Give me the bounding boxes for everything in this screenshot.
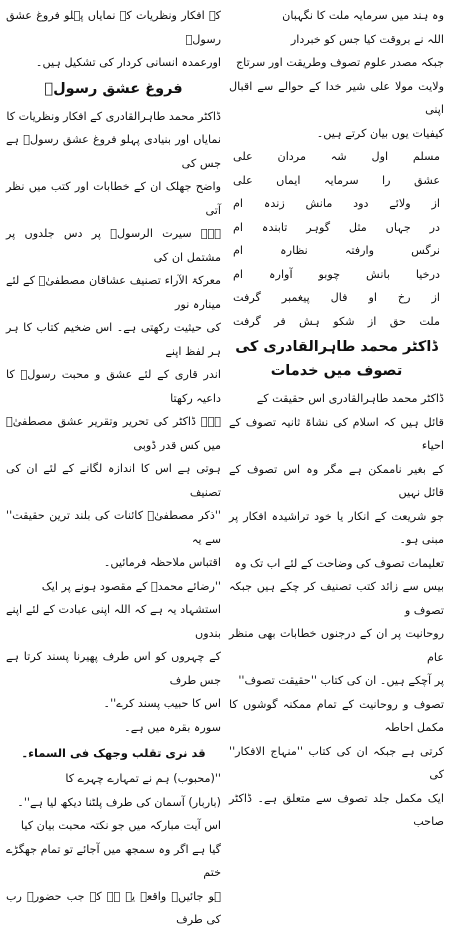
text-line: ڈاکٹر محمد طاہرالقادری اس حقیقت کے (256, 392, 444, 405)
quran-verse: قد نری تقلب وجھک فی السماء۔ (21, 746, 206, 760)
verse-line: در جہاں مثل گوہر تابندہ ام (233, 220, 440, 234)
text-line: ''ذکر مصطفیٰؐ کائنات کی بلند ترین حقیقت'' سے یہ (6, 509, 221, 546)
text-line: کرتی ہے جبکہ ان کی کتاب ''منہاج الافکار'' کی (229, 744, 444, 781)
text-line: سورہ بقرہ میں ہے۔ (124, 720, 221, 734)
ishq-rasool-body (6, 105, 221, 740)
text-line: جو شریعت کے انکار یا خود تراشیدہ افکار پر مبنی ہو۔ (229, 509, 444, 546)
right-column (229, 4, 444, 828)
persian-verse (229, 145, 444, 333)
text-line: اندر قاری کے لئے عشق و محبت رسولؐ کا داعیہ رکھتا (6, 368, 221, 405)
intro-paragraph (229, 4, 444, 145)
text-line: کیفیات یوں بیان کرتے ہیں۔ (316, 126, 444, 140)
text-line: پر آچکے ہیں۔ ان کی کتاب ''حقیقت تصوف'' (238, 674, 444, 687)
text-line: ''رضائے محمدؐ کے مقصود ہونے پر ایک (41, 579, 221, 593)
text-line: جبکہ مصدر علوم تصوف وطریقت اور سرتاج (235, 56, 444, 69)
text-line: نمایاں اور بنیادی پہلو فروغ عشق رسولؐ ہے جس کی (6, 133, 221, 170)
text-line: ہے۔ ڈاکٹر کی تحریر وتقریر عشق مصطفیٰؐ میں کس قدر ڈوبی (6, 415, 221, 452)
text-line: تصوف و روحانیت کے تمام ممکنہ گوشوں کا مکمل احاطہ (229, 697, 444, 734)
text-line: گیا ہے اگر وہ سمجھ میں آجائے تو تمام جھگڑے ختم (6, 842, 221, 879)
verse-line: مسلم اول شہ مردان علی (233, 150, 440, 163)
text-line: واضح جھلک ان کے خطابات اور کتب میں نظر آتی (6, 180, 221, 217)
verse-line: درخیا بانش چوبو آوارہ ام (233, 267, 440, 281)
text-line: تعلیمات تصوف کی وضاحت کے لئے اب تک وہ (234, 556, 444, 570)
tasawwuf-body (229, 387, 444, 834)
text-line: ڈاکٹر محمد طاہرالقادری کے افکار ونظریات کا (6, 109, 221, 123)
section-heading-tasawwuf: ڈاکٹر محمد طاہرالقادری کی تصوف میں خدمات (235, 339, 438, 379)
text-line: قائل ہیں کہ اسلام کی نشاۃ ثانیہ تصوف کے احیاء (229, 415, 444, 452)
verse-line: عشق را سرمایہ ایماں علی (233, 173, 440, 187)
text-line: روحانیت پر ان کے درجنوں خطابات بھی منظر عام (229, 627, 444, 664)
text-line: استشہاد یہ ہے کہ اللہ اپنی عبادت کے لئے اپنے بندوں (6, 603, 221, 640)
text-line: اورعمدہ انسانی کردار کی تشکیل ہیں۔ (35, 56, 221, 69)
text-line: ولایت مولا علی شیر خدا کے حوالے سے اقبال اپنی (229, 79, 444, 116)
text-line: کے چہروں کو اس طرف پھیرنا پسند کرتا ہے جس طرف (6, 650, 221, 687)
text-line: (باربار) آسمان کی طرف پلٹنا دیکھ لیا ہے''۔ (17, 795, 221, 809)
verse-line: ملت حق از شکو ہش فر گرفت (233, 314, 440, 328)
text-line: ایک مکمل جلد تصوف سے متعلق ہے۔ ڈاکٹر صاحب (229, 791, 444, 828)
verse-commentary (6, 767, 221, 932)
text-line: اقتباس ملاحظہ فرمائیں۔ (103, 556, 221, 569)
text-line: معرکۃ الآراء تصنیف عشاقان مصطفیٰؐ کے لئے مینارہ نور (6, 274, 221, 311)
text-line: اللہ نے بروقت کیا جس کو خبردار (290, 32, 444, 46)
text-line: ہوتی ہے اس کا اندازہ لگانے کے لئے ان کی تصنیف (6, 462, 221, 499)
text-line: کی حیثیت رکھتی ہے۔ اس ضخیم کتاب کا ہر ہر لفظ اپنے (6, 321, 221, 358)
text-line: کے افکار ونظریات کے نمایاں پہلو فروغ عشق رسولؐ (6, 9, 221, 46)
left-column (6, 4, 221, 926)
text-line: اس آیت مبارکہ میں جو نکتہ محبت بیان کیا (20, 819, 221, 832)
section-heading-ishq-rasool: فروغ عشق رسولؐ (44, 80, 183, 97)
verse-line: نرگس وارفتہ نظارہ ام (233, 244, 440, 257)
text-line: ہے۔ سیرت الرسولؐ پر دس جلدوں پر مشتمل ان کی (6, 227, 221, 264)
verse-line: از رخ او فال پیغمبر گرفت (233, 291, 440, 304)
text-line: کے بغیر ناممکن ہے مگر وہ اس تصوف کے قائل نہیں (229, 462, 444, 499)
text-line: بیس سے زائد کتب تصنیف کر چکے ہیں جبکہ تصوف و (229, 580, 444, 617)
text-line: ہو جائیں۔ واقعہ یہ ہے کہ جب حضورؐ رب کی طرف (6, 889, 221, 926)
text-line: ''(محبوب) ہم نے تمہارے چہرے کا (65, 772, 221, 785)
text-line: وہ ہند میں سرمایہ ملت کا نگہبان (282, 9, 444, 22)
continued-paragraph (6, 4, 221, 75)
verse-line: از ولائے دود مانش زندہ ام (233, 197, 440, 210)
text-line: اس کا حبیب پسند کرے''۔ (103, 697, 221, 710)
